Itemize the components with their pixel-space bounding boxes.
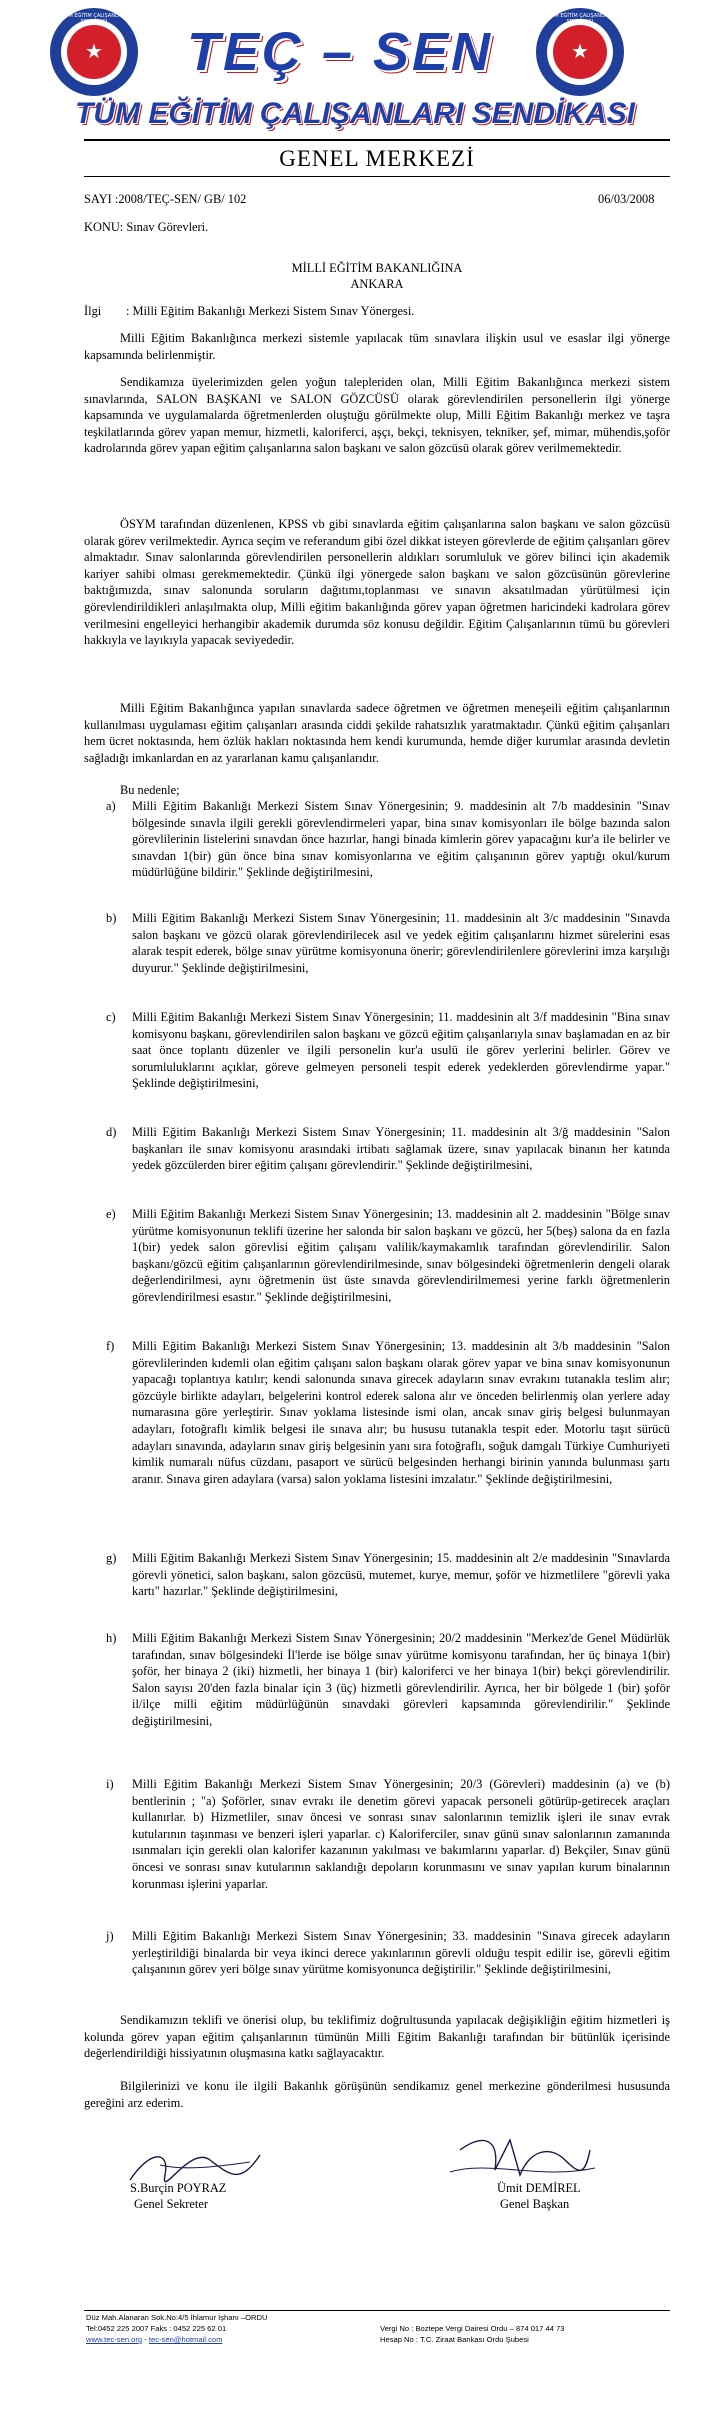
union-name: TÜM EĞİTİM ÇALIŞANLARI SENDİKASI	[75, 97, 635, 130]
logo-ring-text: TÜM EĞİTİM ÇALIŞANLARI	[547, 13, 613, 19]
item-text: Milli Eğitim Bakanlığı Merkezi Sistem Sınav Yönergesinin; 20/2 maddesinin "Merkez'de Genel Müdürlük tarafından, sınav bölgesindeki İl'lerde ise bölge sınav yürütme komisyonu tarafından, her üç binaya 1(bir) şoför, her binaya 2 (iki) hizmetli, her binaya 1 (bir) kaloriferci ve her binaya 1(bir) bekçi görevlendirilir. Salon sayısı 20'den fazla binalar için 3 (üç) hizmetli görevlendirilir. Ayrıca, her bir bölgede 1 (bir) şoför il/ilçe milli eğitim müdürlüğünün sınavdaki görevleri kapsamında görevlendirilir." Şeklinde değiştirilmesini,	[132, 1631, 670, 1728]
reference-number: SAYI :2008/TEÇ-SEN/ GB/ 102	[84, 192, 247, 206]
item-letter: b)	[106, 911, 117, 925]
paragraph: ÖSYM tarafından düzenlenen, KPSS vb gibi sınavlarda eğitim çalışanlarına salon başkanı ve salon gözcüsü olarak görev verilmektedir. Ayrıca seçim ve referandum gibi özel dikkat isteyen görevlerde de eğitim çalışanları görev almaktadır. Sınav salonlarında görevlendirilen personellerin aldıkları sorumluluk ve görev bilinci için akademik kariyer sahibi olması gerekmemektedir. Çünkü ilgi yönergede salon başkanı ve salon gözcüsünün görevlerine baktığımızda, sınav salonunda soruların dağıtımı,toplanması ve sınavın aksatılmadan yürütülmesi için görevlendirildikleri anlaşılmakta olup, Milli eğitim bakanlığında görev yapan öğretmen haricindeki kadrolara görev verilmesini engelleyici herhangibir akademik durumda söz konusu değildir. Eğitim Çalışanlarının tümü bu görevleri hakkıyla ve layıkıyla yapacak seviyededir.	[84, 517, 670, 648]
item-text: Milli Eğitim Bakanlığı Merkezi Sistem Sınav Yönergesinin; 9. maddesinin alt 7/b maddesinin "Sınav bölgesinde sınavla ilgili gerekli görevlendirmeleri yapar, bina sınav komisyonları ile bölge bazında salon görevlilerinin listelerini sınavdan önce hazırlar, hangi binada kimlerin görev yapacağını kur'a ile belirler ve sınavdan 1(bir) gün önce bina sınav komisyonlarına ve eğitim çalışanının görev yaptığı okul/kurum müdürlüğüne bildirir." Şeklinde değiştirilmesini,	[132, 799, 670, 880]
subject-line: KONU: Sınav Görevleri.	[84, 220, 209, 234]
item-letter: a)	[106, 799, 116, 813]
item-letter: c)	[106, 1010, 116, 1024]
divider	[84, 139, 670, 141]
item-text: Milli Eğitim Bakanlığı Merkezi Sistem Sınav Yönergesinin; 20/3 (Görevleri) maddesinin (a) ve (b) bentlerinin ; "a) Şoförler, sınav evrakı ile denetim görevi yapacak personeli götürüp-getirecek araçları kullanırlar. b) Hizmetliler, sınav öncesi ve sonrası sınav salonlarının temizlik işleri ile sınav evrak kutularının taşınması ve benzeri işleri yaparlar. c) Kaloriferciler, sınav günü sınav salonlarının zamanında ısınmaları için gerekli olan kalorifer kazanının yakılması ve bakımlarını yaparlar. d) Bekçiler, Sınav günü öncesi ve sonrası sınav kutularının saklandığı depoların korunmasını ve sınav yapılan kurum binalarının korunması işlerini yaparlar.	[132, 1777, 670, 1891]
closing-paragraph: Sendikamızın teklifi ve önerisi olup, bu teklifimiz doğrultusunda yapılacak değişikliğin eğitim hizmetleri iş kolunda görev yapan eğitim çalışanlarının tümünün Milli Eğitim Bakanlığı tarafından bir bütünlük içerisinde değerlendirildiği hissiyatının oluşmasına katkı sağlayacaktır.	[84, 2013, 670, 2061]
footer-address: Düz Mah.Alanaran Sok.No:4/5 İhlamur İşhanı –ORDU	[86, 2313, 268, 2322]
signer-name: Ümit DEMİREL	[497, 2181, 581, 2195]
item-letter: d)	[106, 1125, 117, 1139]
item-letter: j)	[106, 1929, 114, 1943]
item-text: Milli Eğitim Bakanlığı Merkezi Sistem Sınav Yönergesinin; 13. maddesinin alt 3/b maddesinin "Salon görevlilerinden kıdemli olan eğitim çalışanı salon başkanı olarak görev yapar ve bina sınav komisyonunun yapacağı toplantıya katılır; kendi salonunda sınava girecek adayların sınav evrakını tutanakla teslim alır; gözcüyle birlikte adayları, belgelerini kontrol ederek salona alır ve önceden belirlenmiş olan yerlere aday numarasına göre yerleştirir. Sınav yoklama listesinde ismi olan, ancak sınav giriş belgesi bulunmayan adayları, fotoğraflı kimlik belgesi ile sınava alır; bu hususu tutanakla tespit eder. Motorlu taşıt sürücü adayları sınavında, adayların sınav giriş belgesinin yanı sıra fotoğraflı, soğuk damgalı Türkiye Cumhuriyeti kimlik numaralı nüfus cüzdanı, pasaport ve sürücü belgesinden herhangi birinin yanında bulunması şartı aranır. Sınava giren adaylara (varsa) salon yoklama listesini imzalatır." Şeklinde değiştirilmesini,	[132, 1339, 670, 1486]
star-icon: ★	[85, 39, 103, 63]
footer-links: www.tec-sen.org - tec-sen@hotmail.com	[86, 2335, 223, 2344]
union-logo-right	[536, 8, 624, 96]
divider	[84, 176, 670, 177]
item-letter: i)	[106, 1777, 114, 1791]
signer-title: Genel Sekreter	[134, 2197, 208, 2211]
item-text: Milli Eğitim Bakanlığı Merkezi Sistem Sınav Yönergesinin; 11. maddesinin alt 3/f maddesinin "Bina sınav komisyonu başkanı, görevlendirilen salon başkanı ve gözcü eğitim çalışanlarıyla sınav başlamadan en az bir saat önce toplantı düzenler ve ilgili personelin kur'a usulü ile görev yerlerini belirler. Görev ve sorumluluklarını açıklar, göreve gelmeyen personeli tespit ederek yedeklerden görevlendirme yapar." Şeklinde değiştirilmesini,	[132, 1010, 670, 1091]
recipient-line-1: MİLLİ EĞİTİM BAKANLIĞINA	[291, 261, 463, 275]
document-date: 06/03/2008	[598, 192, 655, 206]
ilgi-label: İlgi	[84, 304, 102, 318]
paragraph: Sendikamıza üyelerimizden gelen yoğun talepleriden olan, Milli Eğitim Bakanlığınca merkezi sistem sınavlarında, SALON BAŞKANI ve SALON GÖZCÜSÜ olarak görevlendirilen personellerin ilgi yönerge kapsamında ve uygulamalarda öğretmenlerden oluştuğu görülmekte olup, Milli Eğitim Bakanlığı merkez ve taşra teşkilatlarında görev yapan memur, hizmetli, kaloriferci, aşçı, bekçi, teknisyen, tekniker, şef, mimar, mühendis,şoför kadrolarında görev yapan eğitim çalışanlarına salon başkanı ve salon gözcüsü olarak görev verilmemektedir.	[84, 375, 670, 456]
item-text: Milli Eğitim Bakanlığı Merkezi Sistem Sınav Yönergesinin; 15. maddesinin alt 2/e maddesinin "Sınavlarda görevli yönetici, salon başkanı, salon gözcüsü, mutemet, kurye, memur, şoför ve hizmetlilere "görevli yaka kartı" hazırlar." Şeklinde değiştirilmesini,	[132, 1551, 670, 1599]
item-text: Milli Eğitim Bakanlığı Merkezi Sistem Sınav Yönergesinin; 11. maddesinin alt 3/ğ maddesinin "Salon başkanları ile sınav komisyonu arasındaki irtibatı sağlamak üzere, sınav yapılacak binanın her katında yedek gözcülerden birer eğitim çalışanı görevlendirir." Şeklinde değiştirilmesini,	[132, 1125, 670, 1173]
recipient-line-2: ANKARA	[350, 277, 404, 291]
paragraph: Milli Eğitim Bakanlığınca yapılan sınavlarda sadece öğretmen ve öğretmen meneşeili eğitim çalışanlarının kullanılması uygulaması eğitim çalışanları arasında ciddi şekilde rahatsızlık yaratmaktadır. Çünkü eğitim çalışanları hem ücret noktasında, hem özlük hakları noktasında hem kendi kurumunda, hemde diğer kurumlar arasında devletin sağladığı imkanlardan en az yararlanan kamu çalışanlarıdır.	[84, 701, 670, 765]
footer-divider	[84, 2310, 670, 2311]
union-logo-left	[50, 8, 138, 96]
item-letter: f)	[106, 1339, 115, 1353]
signer-name: S.Burçin POYRAZ	[130, 2181, 227, 2195]
paragraph: Milli Eğitim Bakanlığınca merkezi sistemle yapılacak tüm sınavlara ilişkin usul ve esaslar ilgi yönerge kapsamında belirlenmiştir.	[84, 331, 670, 362]
item-letter: e)	[106, 1207, 116, 1221]
bu-nedenle: Bu nedenle;	[120, 783, 180, 797]
star-icon: ★	[571, 39, 589, 63]
item-text: Milli Eğitim Bakanlığı Merkezi Sistem Sınav Yönergesinin; 33. maddesinin "Sınava girecek adayların yerleştirildiği binalarda bir veya ikinci derece yakınlarının görevli olduğu tespit edilir ise, görevli eğitim çalışanının görev yeri bölge sınav yürütme komisyonunca değiştirilir." Şeklinde değiştirilmesini,	[132, 1929, 670, 1977]
item-text: Milli Eğitim Bakanlığı Merkezi Sistem Sınav Yönergesinin; 11. maddesinin alt 3/c maddesinin "Sınavda salon başkanı ve gözcü olarak görevlendirilecek asıl ve yedek eğitim çalışanlarını hizmet sürelerini esas alarak tespit ederek, bölge sınav yürütme komisyonuna önerir; görevlendirilenlere görevlerini imza karşılığı duyurur." Şeklinde değiştirilmesini,	[132, 911, 670, 975]
item-letter: g)	[106, 1551, 117, 1565]
footer-phone: Tel:0452 225 2007 Faks : 0452 225 62 01	[86, 2324, 227, 2333]
ilgi-text: : Milli Eğitim Bakanlığı Merkezi Sistem Sınav Yönergesi.	[126, 304, 415, 318]
brand-title: TEÇ – SEN	[186, 22, 494, 82]
footer-bank: Hesap No : T.C. Ziraat Bankası Ordu Şubesi	[380, 2335, 529, 2344]
headquarters-title: GENEL MERKEZİ	[279, 146, 475, 171]
logo-ring-text: TÜM EĞİTİM ÇALIŞANLARI	[61, 13, 127, 19]
item-text: Milli Eğitim Bakanlığı Merkezi Sistem Sınav Yönergesinin; 13. maddesinin alt 2. maddesinin "Bölge sınav yürütme komisyonunun teklifi üzerine her salonda bir salon başkanı ve gözcü, her 5(beş) salona da en fazla 1(bir) yedek salon görevlisi eğitim çalışanı valilik/kaymakamlık tarafından görevlendirilir. Salon başkanı/gözcü eğitim çalışanlarının görevlendirilmesinde, sınav bölgesindeki öğretmenlerin dengeli olarak değerlendirilmesi, aynı öğretmenin üst üste sınavda görevlendirilmemesi yerine farklı öğretmenlerin görevlendirilmesi esastır." Şeklinde değiştirilmesini,	[132, 1207, 670, 1304]
item-letter: h)	[106, 1631, 117, 1645]
signer-title: Genel Başkan	[500, 2197, 570, 2211]
website-link[interactable]: www.tec-sen.org	[86, 2335, 143, 2344]
closing-paragraph: Bilgilerinizi ve konu ile ilgili Bakanlık görüşünün sendikamız genel merkezine gönderilmesi hususunda gereğini arz ederim.	[84, 2079, 670, 2110]
footer-tax: Vergi No : Boztepe Vergi Dairesi Ordu – 874 017 44 73	[380, 2324, 565, 2333]
email-link[interactable]: tec-sen@hotmail.com	[148, 2335, 223, 2344]
